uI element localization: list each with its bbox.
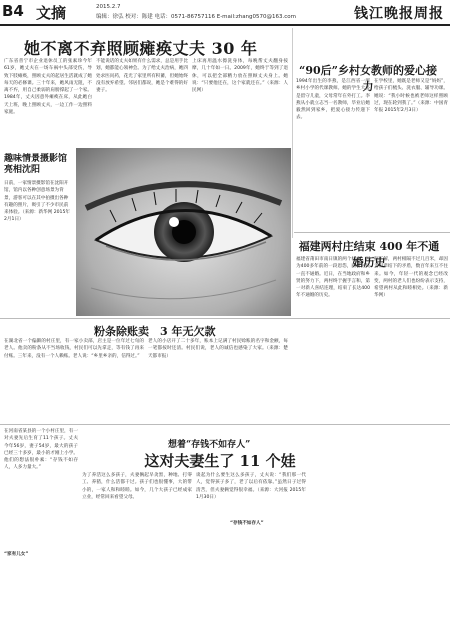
article1-col3: 上床再用温水擦洗身体，每晚帮丈夫翻身按摩，几十年如一日。2009年，她终于等到了退休，可以把全部精力放在照顾丈夫身上。她说：“只要他还在，这个家就还在。”（来源：人民网） (192, 59, 288, 94)
article5-kicker: 想着“存钱不如存人” (168, 440, 251, 450)
article5-col1: 在河南省某县的一个小村庄里，有一对夫妻先后生育了11个孩子。丈夫今年56岁，妻子54岁，最大的孩子已经三十多岁，最小的才刚上小学。他们的想法很朴素：“存钱不如存人，人多力量大。” (4, 429, 78, 471)
article3-col2: 据了解，两村相隔不过几百米，却因为祖辈结下的矛盾，数百年来互不往来。如今，年轻一代的观念已经改变，两村的老人们也纷纷表示支持，希望两村从此和睦相处。（来源：新华网） (374, 257, 448, 299)
article5-subhead1: “家有儿女” (4, 552, 29, 557)
newspaper-brand: 钱江晚报周报 (354, 6, 444, 22)
article4-col1: 在湖北省一个偏僻的村庄里，有一家小卖部，店主是一位年过七旬的老人。他卖的粉条从不当场收钱，村民们可以先拿走，等有钱了再来付账。三年来，没有一个人赖账。老人说：“乡里乡亲的，信得过。” (4, 339, 144, 359)
issue-date: 2015.2.7 (96, 4, 121, 10)
article2-col2: 在学校里，她既是老师又是“妈妈”，给孩子们梳头、洗衣服、辅导功课。她说：“我小时候也被老师这样照顾过，现在轮到我了。”（来源：中国青年报 2015年2月3日） (374, 79, 448, 114)
article5-col2: 为了养活这么多孩子，夫妻俩起早贪黑，种地、打零工、养猪，什么活都干过。孩子们也很懂事，大的带小的，一家人和和睦睦。如今，几个大孩子已经成家立业，经常回来看望父母。 (82, 473, 192, 500)
inset-headline: 趣味情景摄影馆亮相沈阳 (4, 154, 68, 175)
eye-illustration (76, 148, 291, 316)
article2-col1: 1994年出生的李燕，是江西省一所乡村小学的代课教师。她的学生大多是留守儿童，父母常年在外打工。李燕从小就立志当一名教师，毕业后她毅然回到家乡，把爱心接力传递下去。 (296, 79, 370, 121)
eye-drawing-photo (76, 148, 291, 316)
article1-headline: 她不离不弃照顾瘫痪丈夫 30 年 (24, 39, 258, 58)
section-rule (294, 232, 450, 233)
inset-body: 日前，一家情景摄影馆在沈阳开馆，馆内以各种创意场景为背景，游客可以在其中拍摄出各种有趣的照片，吸引了不少市民前来体验。（来源：新华网 2015年2月1日） (4, 181, 70, 223)
article5-headline: 这对夫妻生了 11 个娃 (144, 452, 296, 470)
section-label: 文摘 (36, 4, 67, 22)
column-divider (292, 28, 293, 238)
section-rule (0, 318, 450, 319)
article1-col1: 广东省普宁市企业退休员工的张素珍今年61岁，她丈夫在一场车祸中头部受伤，导致下肢瘫痪，照顾丈夫的起居生活就成了她每天的必修课。三十年来，她风雨无阻，不离不弃，用自己柔弱的肩膀撑起了一个家。1984年，丈夫因意外瘫痪在床，从此她白天上班，晚上照顾丈夫，一边工作一边照料家庭。 (4, 59, 92, 116)
article4-headline: 粉条除账卖 3 年无欠款 (94, 325, 216, 338)
article3-headline: 福建两村庄结束 400 年不通婚历史 (298, 240, 440, 269)
article1-col2: 不能说话的丈夫如果有什么需求，总是用手比划，她都能心领神会。为了给丈夫治病，她四处求医问药，花光了家里所有积蓄，但她始终没有放弃希望。邻居们都说，她是个难得的好妻子。 (96, 59, 188, 94)
article2-headline: “90后”乡村女教师的爱心接力 (299, 64, 437, 93)
masthead (0, 0, 450, 26)
page-number: B4 (2, 2, 24, 20)
editor-contact: 编辑：徐弘 校对：陈建 电话：0571-86757116 E-mail:zhang0570@163.com (96, 14, 297, 20)
section-rule (0, 424, 450, 425)
article5-subhead2: “存钱不如存人” (230, 521, 264, 526)
article3-col1: 福建省莆田市南日镇的两个村庄，因为400多年前的一段恩怨，两村村民一直不通婚。近日，在当地政府和乡贤的努力下，两村终于握手言和，第一对新人喜结连理，结束了长达400年不通婚的历史。 (296, 257, 370, 299)
article5-col3: 谈起为什么要生这么多孩子，丈夫说：“我们那一代人，觉得孩子多了，老了以后有依靠。”虽然日子过得清苦，但夫妻俩觉得很幸福。（来源：大河报 2015年1月30日） (196, 473, 306, 500)
article4-col2: 老人的小店开了二十多年，账本上记满了村民赊账的名字和金额，每一笔都按时还清。村民们说，老人的诚信也感染了大家。（来源：楚天都市报） (148, 339, 288, 359)
